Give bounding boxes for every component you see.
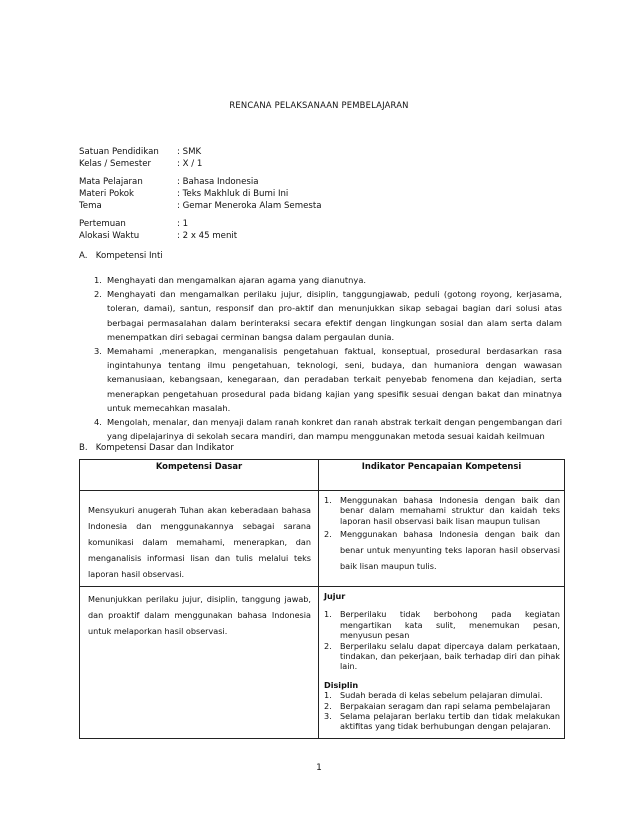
- kd-cell: Mensyukuri anugerah Tuhan akan keberadaan bahasa Indonesia dan menggunakannya sebagai sarana komunikasi dalam memahami, menerapkan, dan menganalisis informasi lisan dan tulis melalui teks laporan hasil observasi.: [80, 491, 319, 587]
- list-item: [324, 526, 560, 574]
- info-label: Tema: [79, 201, 102, 211]
- info-value: : 2 x 45 menit: [177, 231, 238, 241]
- list-text: Berperilaku selalu dapat dipercaya dalam perkataan, tindakan, dan pekerjaan, baik terhadap diri dan pihak lain.: [340, 640, 560, 672]
- section-letter: B.: [79, 443, 88, 453]
- info-value: : Bahasa Indonesia: [177, 177, 259, 187]
- table-row: [80, 491, 565, 587]
- info-value: : SMK: [177, 147, 202, 157]
- info-label: Alokasi Waktu: [79, 231, 140, 241]
- list-number: 2.: [324, 640, 332, 651]
- list-text: Berperilaku tidak berbohong pada kegiatan mengartikan kata sulit, menemukan pesan, menyusun pesan: [340, 609, 560, 641]
- info-label: Pertemuan: [79, 219, 126, 229]
- info-value: : Gemar Meneroka Alam Semesta: [177, 201, 322, 211]
- list-item: [324, 609, 560, 640]
- list-item: [324, 495, 560, 526]
- info-row-kelas: [79, 158, 322, 170]
- table-header-row: [80, 460, 565, 491]
- info-row-mapel: [79, 176, 322, 188]
- table-row: [80, 587, 565, 739]
- list-number: 3.: [324, 711, 332, 722]
- list-item: [324, 701, 560, 711]
- subheading-disiplin: Disiplin: [324, 679, 359, 690]
- info-value: : X / 1: [177, 159, 203, 169]
- list-item: [324, 711, 560, 732]
- list-number: 1.: [324, 690, 332, 701]
- list-number: 1.: [94, 275, 102, 285]
- list-item: [324, 641, 560, 672]
- info-label: Satuan Pendidikan: [79, 147, 159, 157]
- list-number: 2.: [94, 289, 102, 300]
- info-row-pertemuan: [79, 218, 322, 230]
- list-text: Sudah berada di kelas sebelum pelajaran dimulai.: [340, 690, 543, 701]
- list-number: 4.: [94, 417, 102, 428]
- info-label: Mata Pelajaran: [79, 177, 143, 187]
- kd-cell: Menunjukkan perilaku jujur, disiplin, tanggung jawab, dan proaktif dalam menggunakan bahasa Indonesia untuk melaporkan hasil observasi.: [80, 587, 319, 739]
- table-header-kd: Kompetensi Dasar: [80, 460, 319, 491]
- document-title: RENCANA PELAKSANAAN PEMBELAJARAN: [229, 100, 409, 110]
- indicator-list: [324, 690, 560, 732]
- kompetensi-table: [79, 459, 565, 739]
- list-item: [94, 415, 562, 443]
- list-text: Menghayati dan mengamalkan perilaku jujur, disiplin, tanggungjawab, peduli (gotong royong, kerjasama, toleran, damai), santun, responsif dan pro-aktif dan menunjukkan sikap sebagai bagian dari solusi atas berbagai permasalahan dalam berinteraksi secara efektif dengan lingkungan sosial dan alam serta dalam menempatkan diri sebagai cerminan bangsa dalam pergaulan dunia.: [107, 289, 562, 342]
- list-number: 1.: [324, 495, 332, 505]
- info-row-satuan: [79, 146, 322, 158]
- list-item: [94, 287, 562, 344]
- section-letter: A.: [79, 251, 88, 261]
- info-value: : Teks Makhluk di Bumi Ini: [177, 189, 289, 199]
- list-text: Memahami ,menerapkan, menganalisis pengetahuan faktual, konseptual, prosedural berdasarkan rasa ingintahunya tentang ilmu pengetahuan, teknologi, seni, budaya, dan humaniora dengan wawasan kemanusiaan, kebangsaan, kenegaraan, dan peradaban terkait penyebab fenomena dan kejadian, serta menerapkan pengetahuan prosedural pada bidang kajian yang spesifik sesuai dengan bakat dan minatnya untuk memecahkan masalah.: [107, 346, 562, 413]
- section-title: Kompetensi Inti: [95, 251, 163, 261]
- section-a-heading: [79, 251, 163, 261]
- kompetensi-inti-list: [94, 273, 562, 443]
- list-item: [324, 690, 560, 700]
- list-number: 1.: [324, 609, 332, 620]
- info-label: Materi Pokok: [79, 189, 135, 199]
- list-text: Menghayati dan mengamalkan ajaran agama yang dianutnya.: [107, 275, 367, 285]
- list-number: 2.: [324, 529, 332, 540]
- info-row-materi: [79, 188, 322, 200]
- list-number: 2.: [324, 700, 332, 711]
- list-item: [94, 273, 562, 287]
- list-item: [94, 344, 562, 415]
- page-number: 1: [316, 763, 322, 773]
- list-text: Selama pelajaran berlaku tertib dan tidak melakukan aktifitas yang tidak berhubungan dengan pelajaran.: [340, 711, 560, 732]
- list-text: Menggunakan bahasa Indonesia dengan baik dan benar untuk menyunting teks laporan hasil observasi baik lisan maupun tulis.: [340, 529, 560, 572]
- subheading-jujur: Jujur: [324, 591, 346, 601]
- section-title: Kompetensi Dasar dan Indikator: [95, 443, 234, 453]
- info-value: : 1: [177, 219, 189, 229]
- info-block: [79, 146, 322, 242]
- list-number: 3.: [94, 346, 102, 357]
- indicator-cell: [319, 587, 565, 739]
- section-b-heading: [79, 443, 234, 453]
- info-label: Kelas / Semester: [79, 159, 152, 169]
- list-text: Berpakaian seragam dan rapi selama pembelajaran: [340, 700, 551, 711]
- indicator-list: [324, 609, 560, 671]
- list-text: Menggunakan bahasa Indonesia dengan baik dan benar dalam memahami struktur dan kaidah teks laporan hasil observasi baik lisan maupun tulisan: [340, 495, 560, 526]
- info-row-alokasi: [79, 230, 322, 242]
- table-header-indikator: Indikator Pencapaian Kompetensi: [319, 460, 565, 491]
- info-row-tema: [79, 200, 322, 212]
- indicator-list: [324, 495, 560, 574]
- list-text: Mengolah, menalar, dan menyaji dalam ranah konkret dan ranah abstrak terkait dengan pengembangan dari yang dipelajarinya di sekolah secara mandiri, dan mampu menggunakan metoda sesuai kaidah keilmuan: [107, 417, 562, 442]
- indicator-cell: [319, 491, 565, 587]
